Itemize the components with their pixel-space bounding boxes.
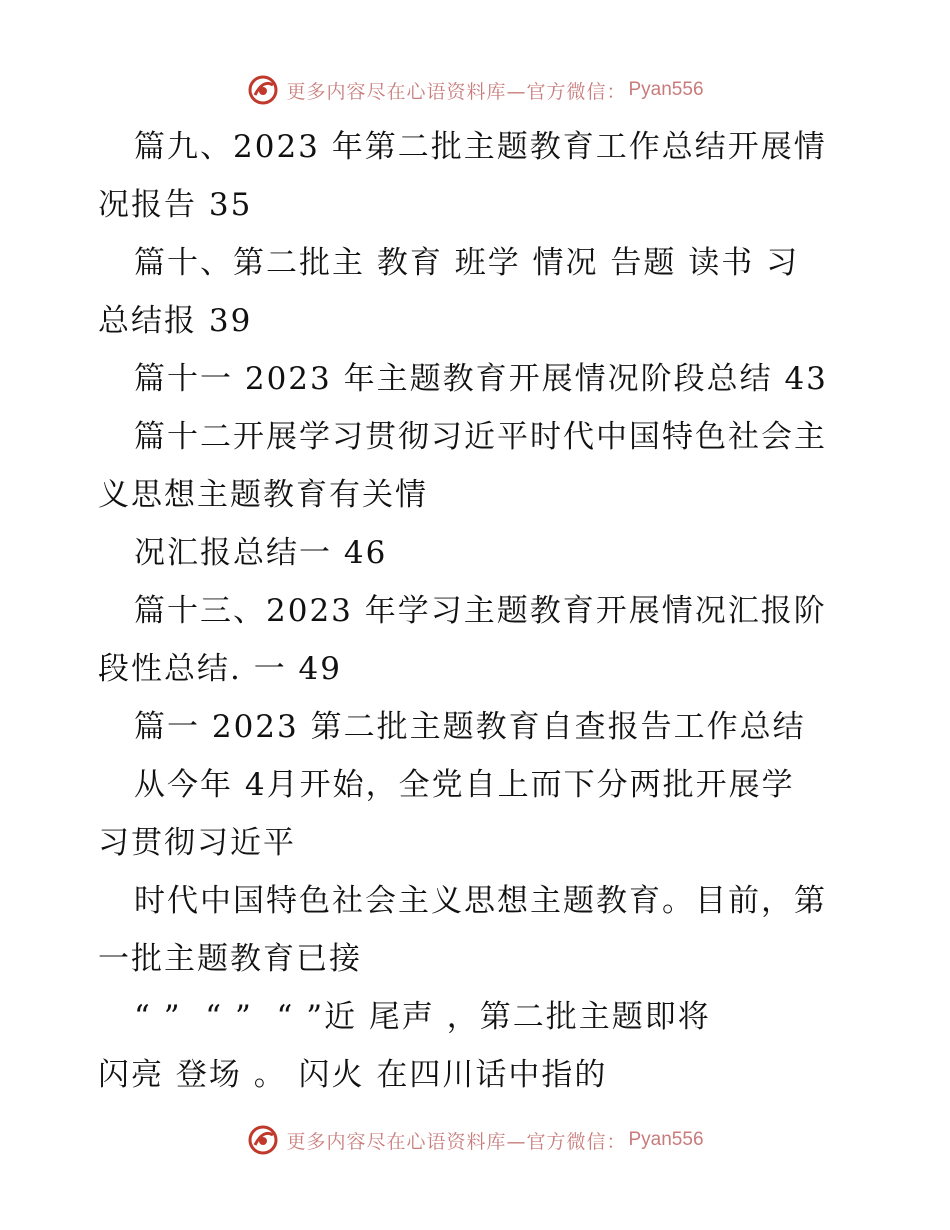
paragraph-line: 闪亮 登场 。 闪火 在四川话中指的 bbox=[98, 1057, 608, 1093]
toc-line: 篇十二开展学习贯彻习近平时代中国特色社会主 bbox=[134, 419, 827, 455]
paragraph-line: “ ” “ ” “ ”近 尾声 ，第二批主题即将 bbox=[134, 999, 711, 1035]
toc-line: 义思想主题教育有关情 bbox=[98, 477, 428, 513]
toc-line: 况汇报总结一 46 bbox=[134, 535, 388, 571]
banner-wechat-id: Pyan556 bbox=[628, 1129, 704, 1150]
logo-icon bbox=[246, 73, 280, 107]
banner-text: 更多内容尽在心语资料库—官方微信： bbox=[286, 1130, 627, 1153]
banner-text: 更多内容尽在心语资料库—官方微信： bbox=[286, 80, 627, 103]
toc-line: 篇十、第二批主 教育 班学 情况 告题 读书 习 bbox=[134, 245, 800, 281]
section-title: 篇一 2023 第二批主题教育自查报告工作总结 bbox=[134, 709, 806, 745]
footer-banner bbox=[0, 1120, 950, 1160]
toc-line: 总结报 39 bbox=[98, 303, 253, 339]
toc-line: 篇十一 2023 年主题教育开展情况阶段总结 43 bbox=[134, 361, 828, 397]
logo-icon bbox=[246, 1123, 280, 1157]
header-banner bbox=[0, 70, 950, 110]
toc-line: 段性总结. 一 49 bbox=[98, 651, 343, 687]
paragraph-line: 从今年 4月开始，全党自上而下分两批开展学 bbox=[134, 767, 795, 803]
toc-line: 篇九、2023 年第二批主题教育工作总结开展情 bbox=[134, 129, 827, 165]
paragraph-line: 习贯彻习近平 bbox=[98, 825, 296, 861]
paragraph-line: 一批主题教育已接 bbox=[98, 941, 362, 977]
toc-line: 篇十三、2023 年学习主题教育开展情况汇报阶 bbox=[134, 593, 827, 629]
banner-wechat-id: Pyan556 bbox=[628, 79, 704, 100]
paragraph-line: 时代中国特色社会主义思想主题教育。目前，第 bbox=[134, 883, 827, 919]
toc-line: 况报告 35 bbox=[98, 187, 253, 223]
document-body bbox=[98, 118, 858, 1104]
